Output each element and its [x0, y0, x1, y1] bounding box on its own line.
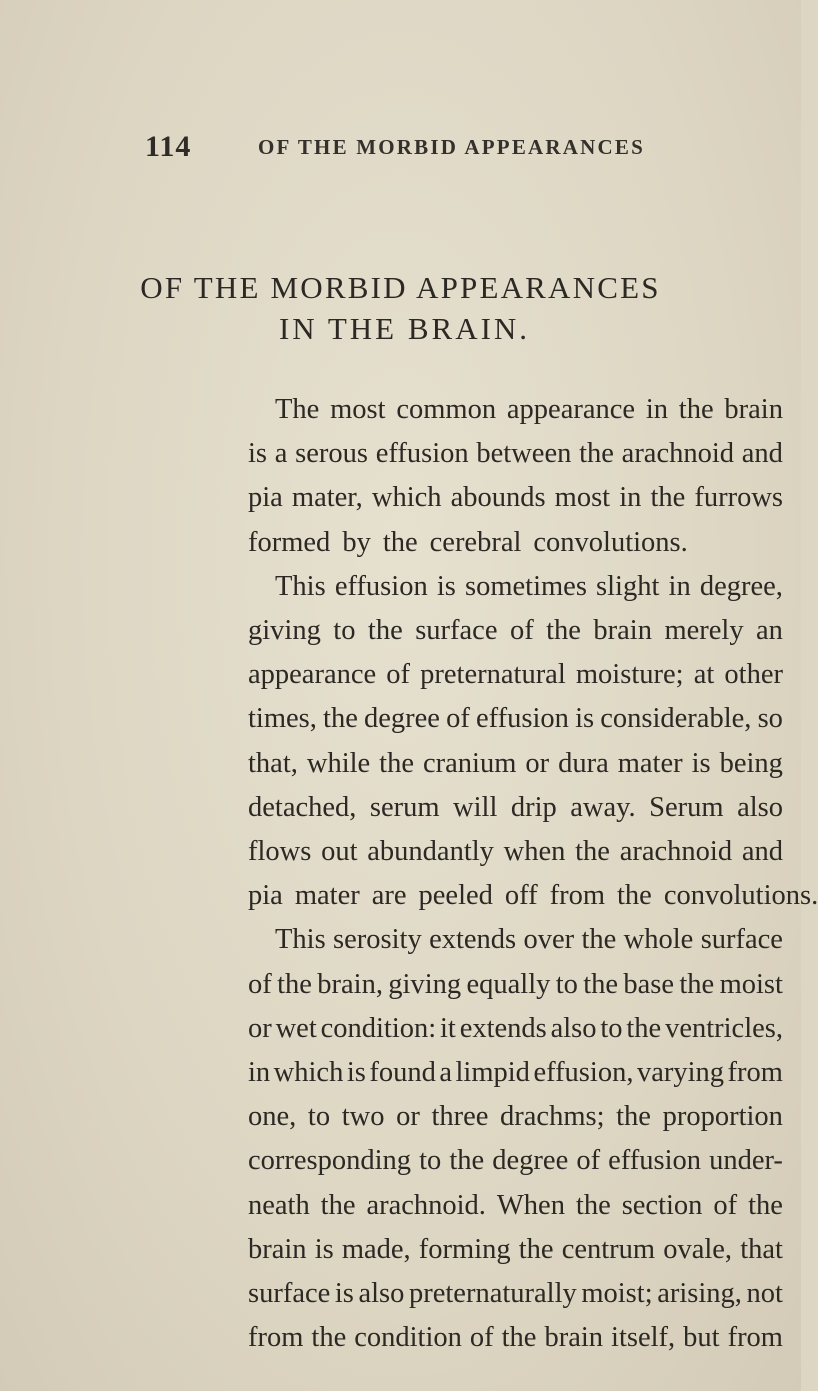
text-line: pia mater, which abounds most in the furrows: [248, 482, 783, 514]
text-line: corresponding to the degree of effusion under-: [248, 1145, 783, 1177]
page-number: 114: [145, 130, 192, 163]
text-line: in which is found a limpid effusion, varying from: [248, 1057, 783, 1088]
text-line: that, while the cranium or dura mater is being: [248, 747, 783, 779]
text-line: brain is made, forming the centrum ovale, that: [248, 1233, 783, 1265]
chapter-heading-line-2: IN THE BRAIN.: [278, 311, 531, 346]
running-title: OF THE MORBID APPEARANCES: [258, 135, 645, 159]
text-line: is a serous effusion between the arachnoid and: [248, 438, 783, 470]
text-line: one, to two or three drachms; the proportion: [248, 1101, 783, 1133]
text-line: formed by the cerebral convolutions.: [248, 526, 688, 558]
chapter-heading: [0, 270, 801, 347]
running-head: [0, 130, 801, 164]
text-line: pia mater are peeled off from the convolutions.: [248, 880, 818, 912]
text-line: The most common appearance in the brain: [275, 394, 783, 425]
text-line: detached, serum will drip away. Serum also: [248, 791, 783, 823]
text-line: flows out abundantly when the arachnoid and: [248, 836, 783, 867]
text-line: of the brain, giving equally to the base the moist: [248, 968, 783, 1000]
text-line: neath the arachnoid. When the section of the: [248, 1189, 783, 1221]
chapter-heading-line-1: OF THE MORBID APPEARANCES: [140, 270, 661, 305]
text-line: giving to the surface of the brain merely an: [248, 615, 783, 646]
text-line: appearance of preternatural moisture; at other: [248, 659, 783, 691]
text-line: This serosity extends over the whole surface: [275, 924, 783, 956]
text-line: from the condition of the brain itself, but from: [248, 1322, 783, 1354]
text-line: This effusion is sometimes slight in degree,: [275, 570, 783, 602]
text-line: times, the degree of effusion is considerable, so: [248, 703, 783, 735]
text-line: surface is also preternaturally moist; arising, not: [248, 1278, 783, 1309]
text-line: or wet condition: it extends also to the ventricles,: [248, 1012, 783, 1044]
